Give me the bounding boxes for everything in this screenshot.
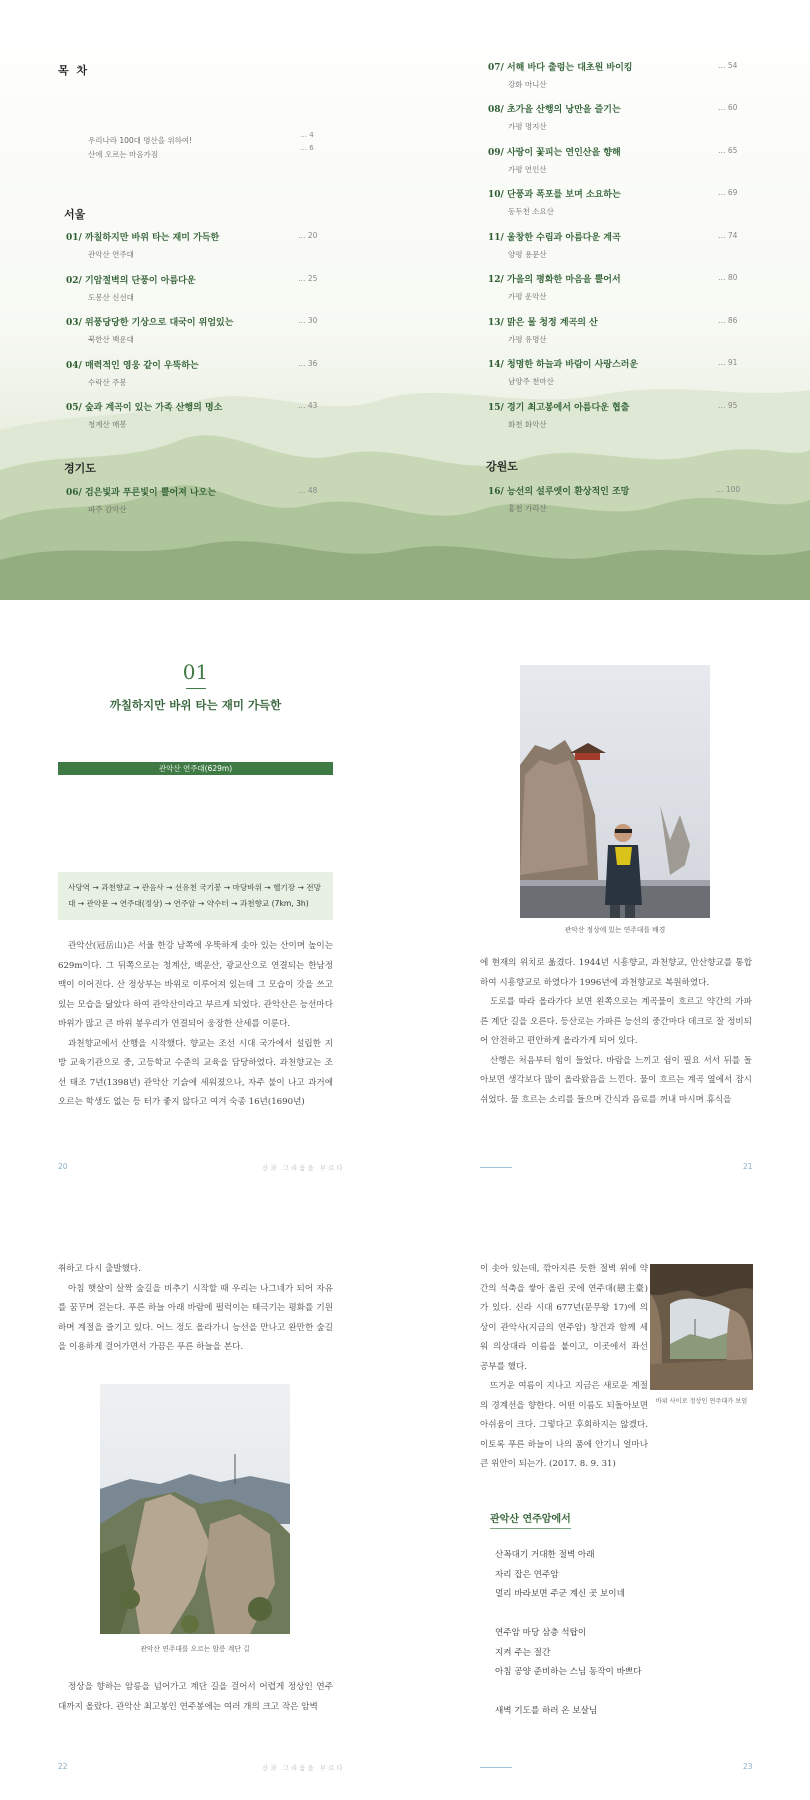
page-20-body xyxy=(58,937,333,1113)
toc-entry-mountain: 남양주 천마산 xyxy=(508,377,554,386)
toc-entry-title[interactable]: 16/ 능선의 설루엣이 환상적인 조망 xyxy=(488,487,630,497)
region-heading-gangwon: 강원도 xyxy=(486,460,518,473)
page-number: 20 xyxy=(58,1162,68,1171)
poem-title: 관악산 연주암에서 xyxy=(490,1510,571,1529)
region-heading-seoul: 서울 xyxy=(64,208,86,221)
body-paragraph: 에 현재의 위치로 옮겼다. 1944년 시흥향교, 과천향교, 안산향교를 통합하여 시흥향교로 하였다가 1996년에 과천향교로 복원하였다. xyxy=(480,958,752,988)
toc-entry-page: … 36 xyxy=(298,359,318,368)
toc-entry-title[interactable]: 05/ 숲과 계곡이 있는 가족 산행의 명소 xyxy=(66,403,223,413)
toc-entry-page: … 100 xyxy=(716,485,741,494)
toc-entry-mountain: 북한산 백운대 xyxy=(88,335,134,344)
photo-hiker-at-yeonjudae xyxy=(520,665,710,918)
folio-rule xyxy=(480,1767,512,1768)
poem-line: 산꼭대기 거대한 절벽 아래 xyxy=(495,1550,595,1560)
toc-entry-page: … 69 xyxy=(718,188,738,197)
toc-entry-mountain: 파주 감악산 xyxy=(88,505,127,514)
toc-intro-label[interactable]: 우리나라 100대 명산을 위하여! xyxy=(88,136,193,145)
body-paragraph: 취하고 다시 출발했다. xyxy=(58,1264,141,1274)
toc-entry-title[interactable]: 04/ 매력적인 영웅 같이 우뚝하는 xyxy=(66,361,199,371)
toc-entry-mountain: 수락산 주봉 xyxy=(88,378,127,387)
poem-line: 아침 공양 준비하는 스님 동작이 바쁘다 xyxy=(495,1667,642,1677)
spread-pages-22-23 xyxy=(0,1200,810,1800)
running-head: 산과 그리움을 부르다 xyxy=(262,1164,345,1172)
body-paragraph: 뜨거운 여름이 지나고 지금은 새로운 계절의 경계선을 향한다. 어떤 이름도 되돌아보면 아쉬움이 크다. 그렇다고 후회하지는 않겠다. 이토록 푸른 하늘이 나의 품에 안기니 얼마나 큰 위안이 되는가. (2017. 8. 9. 31) xyxy=(480,1381,648,1469)
running-head: 산과 그리움을 부르다 xyxy=(262,1764,345,1772)
photo-caption: 관악산 연주대를 오르는 암릉 계단 길 xyxy=(140,1645,250,1653)
poem-stanza-break xyxy=(495,1605,755,1625)
body-paragraph: 관악산(冠岳山)은 서울 한강 남쪽에 우뚝하게 솟아 있는 산이며 높이는 629m이다. 그 뒤쪽으로는 청계산, 백운산, 광교산으로 연결되는 한남정맥이 이어진다. 산 정상부는 바위로 이루어져 있는데 그 모습이 갓을 쓰고 있는 모습을 닮았다 하여 관악산이라고 부르게 되었다. 관악산은 능선마다 바위가 많고 큰 바위 봉우리가 연결되어 웅장한 산세를 이룬다. xyxy=(58,941,333,1029)
page-22-tail xyxy=(58,1678,333,1717)
photo-caption: 관악산 정상에 있는 연주대를 배경 xyxy=(564,926,666,934)
toc-entry-page: … 20 xyxy=(298,231,318,240)
toc-heading: 목 차 xyxy=(58,64,90,77)
toc-entry-title[interactable]: 13/ 맑은 물 청정 계곡의 산 xyxy=(488,318,598,328)
photo-rocky-ridge-stairs xyxy=(100,1384,290,1634)
page-23-body xyxy=(480,1260,648,1475)
toc-entry-mountain: 강화 마니산 xyxy=(508,80,547,89)
toc-entry-page: … 60 xyxy=(718,103,738,112)
toc-entry-title[interactable]: 06/ 검은빛과 푸른빛이 뿔어져 나오는 xyxy=(66,488,217,498)
poem-stanza-break xyxy=(495,1683,755,1703)
hiking-route-box: 사당역 → 과천향교 → 관음사 → 선유천 국기봉 → 마당바위 → 헬기장 → 전망대 → 관악문 → 연주대(정상) → 연주암 → 약수터 → 과천향교 (7km, 3h) xyxy=(58,872,333,920)
toc-entry-mountain: 가평 운악산 xyxy=(508,292,547,301)
region-heading-gyeonggi: 경기도 xyxy=(64,462,96,475)
toc-entry-title[interactable]: 15/ 경기 최고봉에서 아름다운 협출 xyxy=(488,403,630,413)
toc-entry-page: … 91 xyxy=(718,358,738,367)
toc-intro-page: … 6 xyxy=(300,144,314,152)
chapter-title: 까칠하지만 바위 타는 재미 가득한 xyxy=(109,698,282,712)
chapter-header xyxy=(58,660,333,713)
chapter-number-rule xyxy=(186,688,206,689)
toc-entry-page: … 48 xyxy=(298,486,318,495)
toc-entry-page: … 30 xyxy=(298,316,318,325)
poem-line: 자리 잡은 연주암 xyxy=(495,1569,559,1580)
poem-line: 멀리 바라보면 주군 계신 곳 보이네 xyxy=(495,1589,625,1599)
toc-entry-mountain: 홍천 가리산 xyxy=(508,504,547,513)
chapter-number: 01 xyxy=(182,660,209,684)
body-paragraph: 산행은 처음부터 힘이 들었다. 바람을 느끼고 쉼이 필요 서서 뒤를 돌아보면 생각보다 많이 올라왔음을 느낀다. 물이 흐르는 계곡 옆에서 잠시 쉬었다. 물 흐르는 소리를 들으며 간식과 음료를 꺼내 마시며 휴식을 xyxy=(480,1055,752,1105)
toc-entry-title[interactable]: 14/ 청명한 하늘과 바람이 사랑스러운 xyxy=(488,360,639,370)
toc-entry-title[interactable]: 02/ 기암절벽의 단풍이 아름다운 xyxy=(66,276,196,286)
toc-entry-title[interactable]: 09/ 사랑이 꽃피는 연인산을 향해 xyxy=(488,148,621,158)
toc-entry-page: … 80 xyxy=(718,273,738,282)
toc-entry-page: … 86 xyxy=(718,316,738,325)
toc-entry-title[interactable]: 03/ 위풍당당한 기상으로 대국이 위엄있는 xyxy=(66,318,234,328)
photo-caption: 바위 사이로 정상인 연주대가 보임 xyxy=(655,1398,748,1405)
body-paragraph: 도로를 따라 올라가다 보면 왼쪽으로는 계곡물이 흐르고 약간의 가파른 계단 길을 오른다. 등산로는 가파른 능선의 중간마다 데크로 잘 정비되어 안전하고 편안하게 올라가게 되어 있다. xyxy=(480,997,752,1046)
toc-entry-title[interactable]: 08/ 초가을 산행의 낭만을 즐기는 xyxy=(488,105,621,115)
body-paragraph: 이 솟아 있는데, 깎아지른 듯한 절벽 위에 약간의 석축을 쌓아 올린 곳에 연주대(戀主臺)가 있다. 신라 시대 677년(문무왕 17)에 의상이 관악사(지금의 연주암) 창건과 함께 세워 의상대라 이름을 붙이고, 이곳에서 좌선 공부를 했다. xyxy=(480,1264,648,1372)
toc-entry-mountain: 가평 명지산 xyxy=(508,122,547,131)
poem-line: 지켜 주는 절간 xyxy=(495,1647,551,1658)
poem-line: 새벽 기도를 하러 온 보살님 xyxy=(495,1706,598,1716)
toc-entry-mountain: 관악산 연주대 xyxy=(88,250,134,259)
page-number: 22 xyxy=(58,1762,68,1771)
toc-entry-title[interactable]: 01/ 까칠하지만 바위 타는 재미 가득한 xyxy=(66,233,220,243)
toc-entry-mountain: 양평 용문산 xyxy=(508,250,547,259)
toc-entry-page: … 95 xyxy=(718,401,738,410)
toc-entry-mountain: 동두천 소요산 xyxy=(508,207,554,216)
toc-entry-page: … 65 xyxy=(718,146,738,155)
toc-entry-mountain: 화천 화악산 xyxy=(508,420,547,429)
page-number: 21 xyxy=(743,1162,753,1171)
toc-entry-page: … 25 xyxy=(298,274,318,283)
mountain-name-bar: 관악산 연주대(629m) xyxy=(58,762,333,775)
toc-entry-page: … 54 xyxy=(718,61,738,70)
folio-rule xyxy=(480,1167,512,1168)
toc-intro-page: … 4 xyxy=(300,131,314,139)
poem-body xyxy=(495,1546,755,1722)
toc-entry-mountain: 가평 유명산 xyxy=(508,335,547,344)
toc-entry-mountain: 청계산 매봉 xyxy=(88,420,127,429)
toc-entry-title[interactable]: 11/ 울창한 수림과 아름다운 계곡 xyxy=(488,233,621,243)
toc-entry-page: … 74 xyxy=(718,231,738,240)
toc-entry-title[interactable]: 12/ 가을의 평화한 마음을 뿔어서 xyxy=(488,275,621,285)
photo-rock-arch-view xyxy=(650,1264,753,1390)
toc-entry-mountain: 도봉산 신선대 xyxy=(88,293,134,302)
page-22-body xyxy=(58,1260,333,1358)
toc-entry-page: … 43 xyxy=(298,401,318,410)
body-paragraph: 과천향교에서 산행을 시작했다. 향교는 조선 시대 국가에서 설립한 지방 교육기관으로 중, 고등학교 수준의 교육을 담당하였다. 과천향교는 조선 태조 7년(1398년) 관악산 기슭에 세워졌으나, 자주 불이 나고 과거에 오르는 학생도 없는 등 터가 좋지 않다고 여겨 숙종 16년(1690년) xyxy=(58,1038,333,1107)
toc-entry-mountain: 가평 연인산 xyxy=(508,165,547,174)
toc-intro-label[interactable]: 산에 오르는 마음가짐 xyxy=(88,150,158,159)
page-number: 23 xyxy=(743,1762,753,1771)
toc-spread xyxy=(0,0,810,600)
page-21-body xyxy=(480,954,752,1110)
body-paragraph: 정상을 향하는 암릉을 넘어가고 계단 길을 걸어서 어렵게 정상인 연주대까지 올랐다. 관악산 최고봉인 연주봉에는 여러 개의 크고 작은 암벽 xyxy=(58,1682,333,1712)
spread-pages-20-21 xyxy=(0,600,810,1200)
body-paragraph: 아침 햇살이 살짝 숲길을 비추기 시작할 때 우리는 나그네가 되어 자유를 꿈꾸며 걷는다. 푸른 하늘 아래 바람에 펄럭이는 태극기는 평화를 기원하며 계절을 즐기고 있다. 어느 정도 올라가니 능선을 만나고 완만한 숲길을 이용하게 걸어가면서 가끔은 푸른 하늘을 본다. xyxy=(58,1283,333,1352)
toc-entry-title[interactable]: 10/ 단풍과 폭포를 보며 소요하는 xyxy=(488,190,621,200)
poem-line: 연주암 마당 삼층 석탑이 xyxy=(495,1628,587,1638)
toc-entry-title[interactable]: 07/ 서해 바다 출렁는 대초원 바이킹 xyxy=(488,63,633,73)
